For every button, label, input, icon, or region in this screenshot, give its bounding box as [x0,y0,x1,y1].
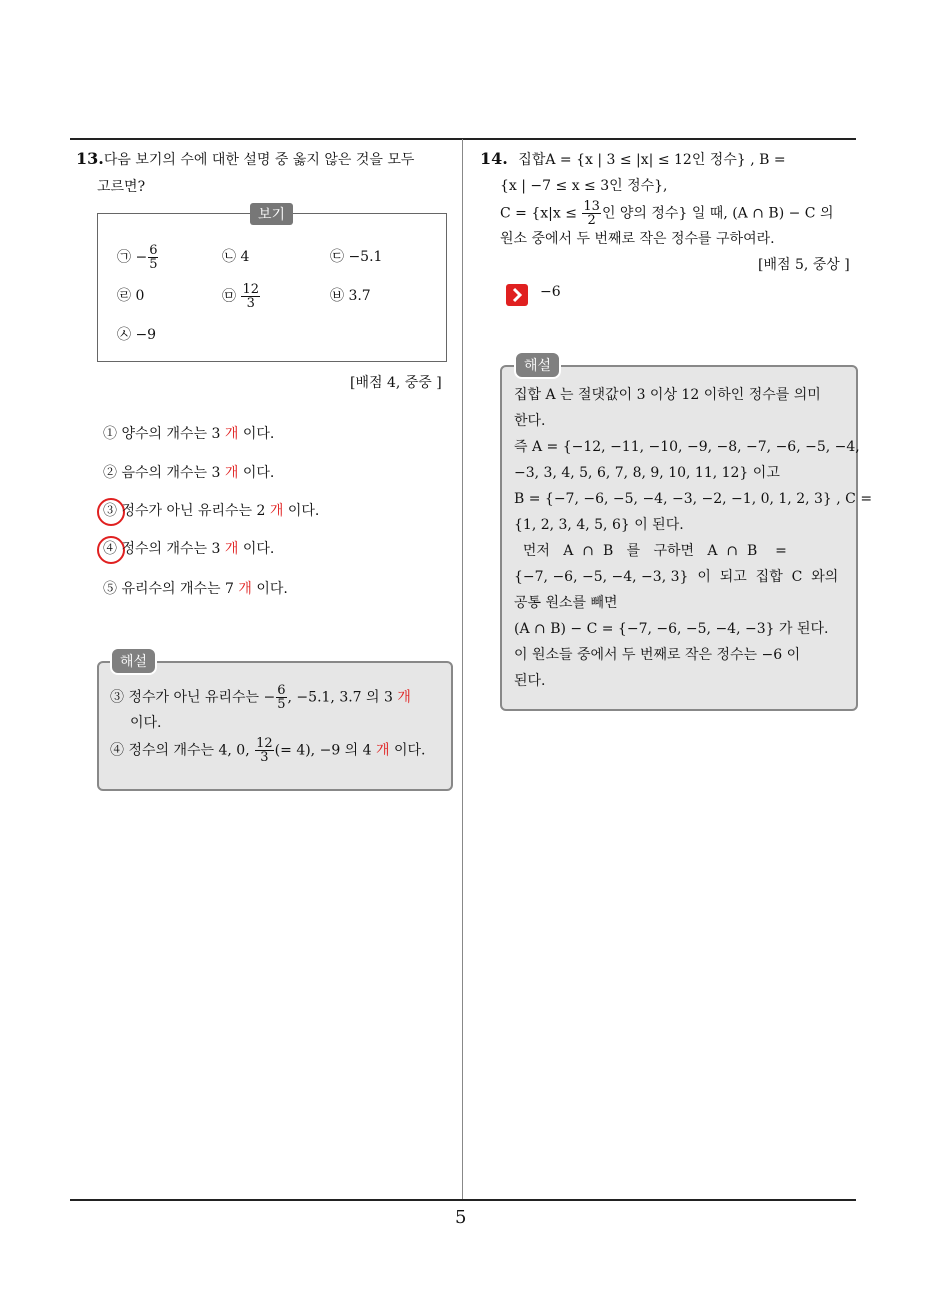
chevron-right-icon [506,284,528,306]
bogi-item-2: ㉡ 4 [222,249,250,265]
question-text-line4: 원소 중에서 두 번째로 작은 정수를 구하여라. [500,231,775,247]
solution-line-1: ③ 정수가 아닌 유리수는 − $\frac{6}{5}$ , −5.1, 3.7 의 3 개 [110,683,411,712]
solution-line-2: 이다. [130,715,162,731]
bogi-item-6: ㉥ 3.7 [330,288,371,304]
solution-line: 이 원소들 중에서 두 번째로 작은 정수는 −6 이 [514,647,801,663]
choice-3[interactable]: ③ 정수가 아닌 유리수는 2 개 이다. [103,503,320,519]
question-text-line1: 집합A = {x | 3 ≤ |x| ≤ 12인 정수} , B = [518,152,786,168]
solution-line: B = {−7, −6, −5, −4, −3, −2, −1, 0, 1, 2, 3} , C = [514,491,873,507]
top-rule [70,138,856,140]
answer-value: −6 [540,284,561,300]
bottom-rule [70,1199,856,1201]
solution-line-3: ④ 정수의 개수는 4, 0, $\frac{12}{3}$ (= 4), −9 의 4 개 이다. [110,736,426,765]
question-number: 13. [76,149,104,168]
score-label: [배점 4, 중중 ] [350,375,442,391]
choice-1[interactable]: ① 양수의 개수는 3 개 이다. [103,426,275,442]
solution-line: 공통 원소를 빼면 [514,595,618,611]
solution-line: (A ∩ B) − C = {−7, −6, −5, −4, −3} 가 된다. [514,621,829,637]
solution-line: 먼저 A ∩ B 를 구하면 A ∩ B = [514,543,787,559]
solution-label: 해설 [110,647,157,675]
solution-line: −3, 3, 4, 5, 6, 7, 8, 9, 10, 11, 12} 이고 [514,465,780,481]
choice-5[interactable]: ⑤ 유리수의 개수는 7 개 이다. [103,581,288,597]
choice-2[interactable]: ② 음수의 개수는 3 개 이다. [103,465,275,481]
solution-line: {1, 2, 3, 4, 5, 6} 이 된다. [514,517,684,533]
solution-line: 한다. [514,413,546,429]
question-text-line1: 다음 보기의 수에 대한 설명 중 옳지 않은 것을 모두 [103,152,415,168]
question-text-line2: 고르면? [97,179,146,195]
choice-4[interactable]: ④ 정수의 개수는 3 개 이다. [103,541,275,557]
page-number: 5 [455,1207,467,1228]
score-label: [배점 5, 중상 ] [758,257,850,273]
solution-line: 된다. [514,673,546,689]
bogi-item-4: ㉣ 0 [117,288,145,304]
bogi-item-7: ㉦ −9 [117,327,157,343]
question-text-line3: C = {x|x ≤ $\frac{13}{2}$ 인 양의 정수} 일 때, (A ∩ B) − C 의 [500,199,834,228]
solution-line: {−7, −6, −5, −4, −3, 3} 이 되고 집합 C 와의 [514,569,839,585]
bogi-item-1: ㉠ − $\frac{6}{5}$ [117,243,158,272]
bogi-label: 보기 [250,203,293,225]
solution-label: 해설 [514,351,561,379]
solution-line: 집합 A 는 절댓값이 3 이상 12 이하인 정수를 의미 [514,387,821,403]
question-text-line2: {x | −7 ≤ x ≤ 3인 정수}, [500,178,668,194]
bogi-item-3: ㉢ −5.1 [330,249,383,265]
column-divider [462,139,463,1201]
solution-line: 즉 A = {−12, −11, −10, −9, −8, −7, −6, −5, −4, [514,439,860,455]
question-number: 14. [480,149,508,168]
bogi-item-5: ㉤ $\frac{12}{3}$ [222,282,259,311]
